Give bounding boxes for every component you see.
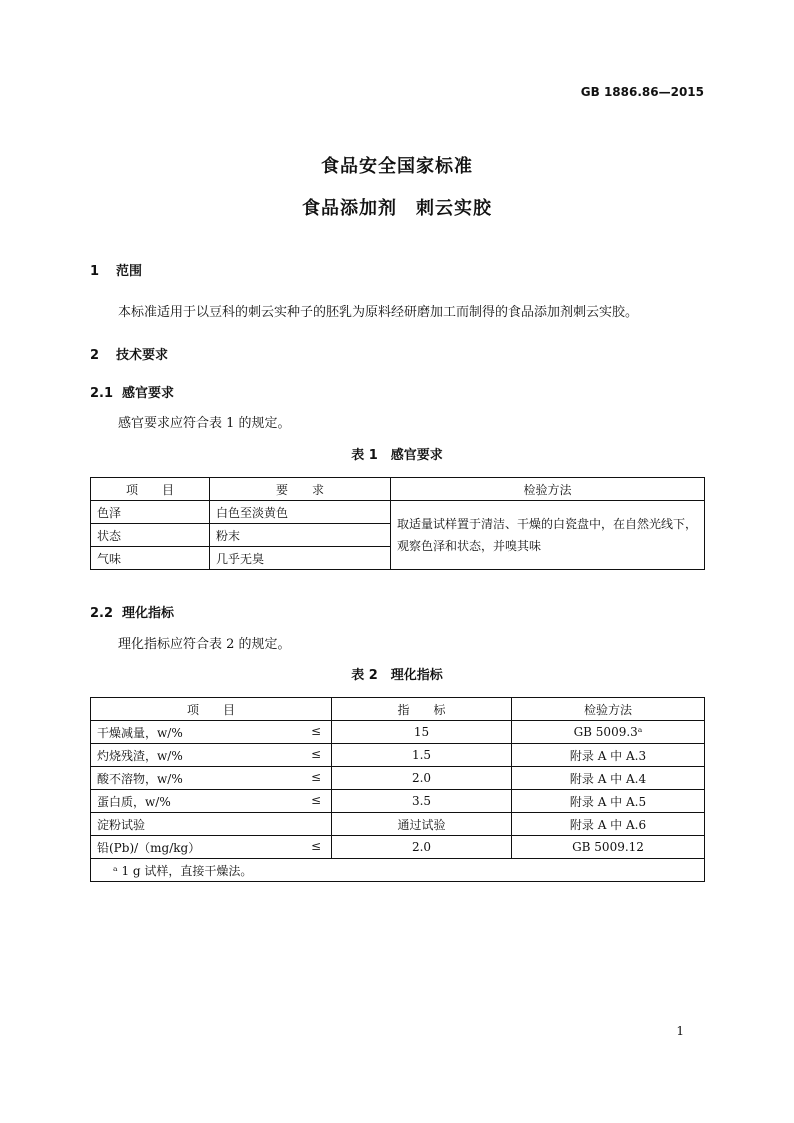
method-cell: 附录 A 中 A.3 — [512, 744, 705, 767]
table-row — [91, 767, 705, 790]
value-cell: 2.0 — [332, 836, 512, 859]
section-2-1-heading — [90, 382, 174, 401]
item-cell — [91, 790, 332, 813]
section-title: 感官要求 — [122, 386, 175, 401]
requirement-cell: 粉末 — [210, 524, 391, 547]
document-title: 食品安全国家标准 — [321, 156, 473, 177]
table-footnote: ᵃ 1 g 试样，直接干燥法。 — [91, 859, 705, 882]
item-cell — [91, 721, 332, 744]
leq-symbol: ≤ — [310, 769, 321, 784]
item-cell — [91, 813, 332, 836]
value-cell: 3.5 — [332, 790, 512, 813]
leq-symbol: ≤ — [310, 792, 321, 807]
value-cell: 2.0 — [332, 767, 512, 790]
item-cell: 色泽 — [91, 501, 210, 524]
column-header: 指 标 — [332, 698, 512, 721]
method-cell: GB 5009.12 — [512, 836, 705, 859]
physicochemical-indicators-table — [90, 697, 705, 882]
item-cell — [91, 836, 332, 859]
item-cell — [91, 744, 332, 767]
value-cell: 15 — [332, 721, 512, 744]
item-label: 蛋白质，w/% — [97, 794, 171, 809]
method-cell: 取适量试样置于清洁、干燥的白瓷盘中，在自然光线下，观察色泽和状态，并嗅其味 — [391, 501, 705, 570]
method-cell: 附录 A 中 A.6 — [512, 813, 705, 836]
section-number: 1 — [90, 264, 100, 279]
leq-symbol: ≤ — [310, 838, 321, 853]
method-cell: 附录 A 中 A.5 — [512, 790, 705, 813]
column-header: 要 求 — [210, 478, 391, 501]
section-title: 技术要求 — [116, 348, 169, 363]
sensory-requirements-table — [90, 477, 705, 570]
leq-symbol: ≤ — [310, 723, 321, 738]
table-row — [91, 836, 705, 859]
document-subtitle: 食品添加剂 刺云实胶 — [302, 198, 492, 219]
method-cell: 附录 A 中 A.4 — [512, 767, 705, 790]
section-number: 2.2 — [90, 606, 114, 621]
section-2-2-text: 理化指标应符合表 2 的规定。 — [118, 637, 291, 652]
column-header: 项 目 — [91, 478, 210, 501]
table-header-row — [91, 698, 705, 721]
item-label: 淀粉试验 — [97, 817, 146, 832]
standard-code: GB 1886.86—2015 — [580, 85, 704, 99]
section-2-2-heading — [90, 602, 174, 621]
leq-symbol: ≤ — [310, 746, 321, 761]
column-header: 项 目 — [91, 698, 332, 721]
table-2-caption: 表 2 理化指标 — [351, 668, 443, 683]
value-cell: 1.5 — [332, 744, 512, 767]
requirement-cell: 白色至淡黄色 — [210, 501, 391, 524]
table-row — [91, 744, 705, 767]
table-footnote-row — [91, 859, 705, 882]
table-row — [91, 721, 705, 744]
item-label: 干燥减量，w/% — [97, 725, 183, 740]
table-row — [91, 790, 705, 813]
table-1-caption: 表 1 感官要求 — [351, 448, 443, 463]
requirement-cell: 几乎无臭 — [210, 547, 391, 570]
item-cell: 状态 — [91, 524, 210, 547]
section-2-1-text: 感官要求应符合表 1 的规定。 — [118, 416, 291, 431]
item-cell — [91, 767, 332, 790]
column-header: 检验方法 — [391, 478, 705, 501]
table-row — [91, 813, 705, 836]
item-label: 酸不溶物，w/% — [97, 771, 183, 786]
section-1-text: 本标准适用于以豆科的刺云实种子的胚乳为原料经研磨加工而制得的食品添加剂刺云实胶。 — [118, 305, 639, 320]
column-header: 检验方法 — [512, 698, 705, 721]
section-1-heading — [90, 260, 142, 279]
item-label: 铅(Pb)/（mg/kg） — [97, 840, 201, 855]
item-label: 灼烧残渣，w/% — [97, 748, 183, 763]
page-number: 1 — [676, 1024, 684, 1038]
table-header-row — [91, 478, 705, 501]
value-cell: 通过试验 — [332, 813, 512, 836]
section-number: 2.1 — [90, 386, 114, 401]
section-number: 2 — [90, 348, 100, 363]
item-cell: 气味 — [91, 547, 210, 570]
method-cell: GB 5009.3ᵃ — [512, 721, 705, 744]
section-title: 范围 — [116, 264, 143, 279]
table-row — [91, 501, 705, 524]
section-title: 理化指标 — [122, 606, 175, 621]
section-2-heading — [90, 344, 168, 363]
